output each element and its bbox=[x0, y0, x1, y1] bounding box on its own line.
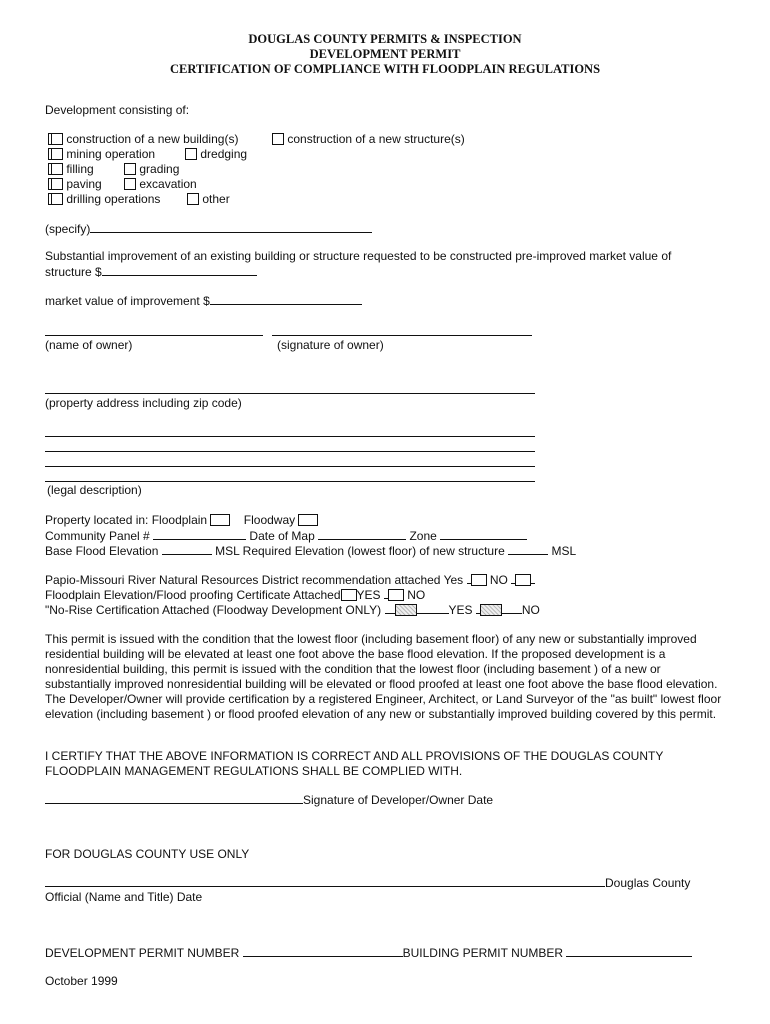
dredging-checkbox[interactable] bbox=[185, 148, 197, 160]
specify-field[interactable] bbox=[90, 221, 372, 233]
date-map-label: Date of Map bbox=[249, 529, 315, 543]
building-checkbox[interactable] bbox=[51, 133, 63, 145]
row-mining bbox=[51, 147, 155, 162]
bfe-label: Base Flood Elevation bbox=[45, 544, 159, 558]
mining-label: mining operation bbox=[66, 147, 156, 161]
papio-no-label: NO bbox=[489, 573, 508, 587]
owner-signature-label: (signature of owner) bbox=[277, 338, 384, 352]
market-value-field[interactable] bbox=[210, 293, 362, 305]
row-filling bbox=[51, 162, 94, 177]
development-label: Development consisting of: bbox=[45, 103, 190, 117]
bfe-row bbox=[45, 543, 576, 559]
row-drilling bbox=[51, 192, 160, 207]
legal-line-3[interactable] bbox=[45, 466, 535, 467]
norise-label: "No-Rise Certification Attached (Floodway Development ONLY) bbox=[45, 603, 382, 617]
structure-label: construction of a new structure(s) bbox=[287, 132, 465, 146]
bldg-permit-label: BUILDING PERMIT NUMBER bbox=[402, 946, 564, 960]
improvement-text: Substantial improvement of an existing building or structure requested to be constructed pre-improved market value of bbox=[45, 249, 672, 263]
other-checkbox[interactable] bbox=[187, 193, 199, 205]
dev-permit-field[interactable] bbox=[243, 945, 403, 957]
legal-label: (legal description) bbox=[47, 483, 142, 497]
property-located-row bbox=[45, 513, 318, 528]
dev-permit-label: DEVELOPMENT PERMIT NUMBER bbox=[45, 946, 240, 960]
other-label: other bbox=[202, 192, 230, 206]
market-row bbox=[45, 293, 362, 309]
mining-checkbox[interactable] bbox=[51, 148, 63, 160]
title-line-3: CERTIFICATION OF COMPLIANCE WITH FLOODPLAIN REGULATIONS bbox=[169, 62, 601, 76]
paving-label: paving bbox=[66, 177, 102, 191]
floodplain-checkbox[interactable] bbox=[210, 514, 230, 526]
structure-value-label: structure $ bbox=[45, 265, 102, 279]
row-paving bbox=[51, 177, 102, 192]
cert-no-label: NO bbox=[407, 588, 426, 602]
developer-signature-label: Signature of Developer/Owner Date bbox=[303, 793, 494, 807]
legal-line-1[interactable] bbox=[45, 436, 535, 437]
structure-value-field[interactable] bbox=[102, 264, 257, 276]
norise-no-label: NO bbox=[521, 603, 540, 617]
norise-row bbox=[45, 602, 540, 618]
specify-label: (specify) bbox=[45, 222, 91, 236]
filling-checkbox[interactable] bbox=[51, 163, 63, 175]
grading-checkbox[interactable] bbox=[124, 163, 136, 175]
owner-name-line[interactable] bbox=[45, 335, 263, 336]
title-line-2: DEVELOPMENT PERMIT bbox=[309, 47, 461, 61]
developer-signature-row bbox=[45, 792, 493, 808]
cert-no-checkbox[interactable] bbox=[388, 589, 404, 601]
norise-no-checkbox[interactable] bbox=[480, 604, 502, 616]
address-line[interactable] bbox=[45, 393, 535, 394]
row-grading bbox=[124, 162, 179, 177]
owner-name-label: (name of owner) bbox=[45, 338, 133, 352]
floodplain-label: Property located in: Floodplain bbox=[45, 513, 208, 527]
drilling-checkbox[interactable] bbox=[51, 193, 63, 205]
excavation-label: excavation bbox=[139, 177, 197, 191]
address-label: (property address including zip code) bbox=[45, 396, 242, 410]
legal-line-4[interactable] bbox=[45, 481, 535, 482]
zone-label: Zone bbox=[409, 529, 437, 543]
row-building bbox=[51, 132, 238, 147]
cert-label: Floodplain Elevation/Flood proofing Certificate Attached bbox=[45, 588, 341, 602]
row-other bbox=[187, 192, 230, 207]
date-map-field[interactable] bbox=[318, 528, 406, 540]
papio-row bbox=[45, 572, 535, 588]
county-use-heading: FOR DOUGLAS COUNTY USE ONLY bbox=[45, 847, 250, 861]
excavation-checkbox[interactable] bbox=[124, 178, 136, 190]
row-excavation bbox=[124, 177, 197, 192]
structure-checkbox[interactable] bbox=[272, 133, 284, 145]
structure-row bbox=[45, 264, 257, 280]
certify-statement: I CERTIFY THAT THE ABOVE INFORMATION IS CORRECT AND ALL PROVISIONS OF THE DOUGLAS COUNTY FLOODPLAIN MANAGEMENT REGULATIONS SHALL BE COMPLIED WITH. bbox=[45, 749, 664, 778]
panel-row bbox=[45, 528, 527, 544]
norise-yes-label: YES bbox=[448, 603, 473, 617]
floodway-checkbox[interactable] bbox=[298, 514, 318, 526]
cert-yes-label: YES bbox=[356, 588, 381, 602]
official-label: Official (Name and Title) Date bbox=[45, 890, 203, 904]
county-official-field[interactable] bbox=[45, 875, 605, 887]
papio-label: Papio-Missouri River Natural Resources District recommendation attached Yes bbox=[45, 573, 464, 587]
norise-yes-checkbox[interactable] bbox=[395, 604, 417, 616]
specify-row bbox=[45, 221, 372, 237]
filling-label: filling bbox=[66, 162, 94, 176]
zone-field[interactable] bbox=[440, 528, 527, 540]
dredging-label: dredging bbox=[200, 147, 248, 161]
row-dredging bbox=[185, 147, 247, 162]
papio-no-checkbox[interactable] bbox=[515, 574, 531, 586]
paving-checkbox[interactable] bbox=[51, 178, 63, 190]
msl-required-label: MSL Required Elevation (lowest floor) of new structure bbox=[215, 544, 505, 558]
footer-date: October 1999 bbox=[45, 974, 118, 988]
row-structure bbox=[272, 132, 465, 147]
douglas-county-label: Douglas County bbox=[605, 876, 691, 890]
bldg-permit-field[interactable] bbox=[566, 945, 692, 957]
legal-line-2[interactable] bbox=[45, 451, 535, 452]
grading-label: grading bbox=[139, 162, 180, 176]
papio-yes-checkbox[interactable] bbox=[471, 574, 487, 586]
condition-paragraph: This permit is issued with the condition that the lowest floor (including basement floor) of any new or substantially improved residential building will be elevated at least one foot above the base flood elevation. If the proposed development is a nonresidential building, this permit is issued with the condition that the lowest floor (including basement ) of a new or substantially improved nonresidential building will be elevated or flood proofed at least one foot above the base flood elevation. The Developer/Owner will provide certification by a registered Engineer, Architect, or Land Surveyor of the "as built" lowest floor elevation (including basement ) or flood proofed elevation of any new or substantially improved building covered by this permit. bbox=[45, 632, 722, 721]
county-official-row bbox=[45, 875, 690, 891]
bfe-field[interactable] bbox=[162, 543, 212, 555]
panel-label: Community Panel # bbox=[45, 529, 150, 543]
msl-label: MSL bbox=[551, 544, 577, 558]
msl-required-field[interactable] bbox=[508, 543, 548, 555]
title-line-1: DOUGLAS COUNTY PERMITS & INSPECTION bbox=[248, 32, 522, 46]
panel-field[interactable] bbox=[153, 528, 246, 540]
owner-signature-line[interactable] bbox=[272, 335, 532, 336]
drilling-label: drilling operations bbox=[66, 192, 161, 206]
permit-numbers-row bbox=[45, 945, 692, 961]
cert-row bbox=[45, 587, 425, 603]
cert-yes-checkbox[interactable] bbox=[341, 589, 357, 601]
market-value-label: market value of improvement $ bbox=[45, 294, 210, 308]
developer-signature-field[interactable] bbox=[45, 792, 303, 804]
floodway-label: Floodway bbox=[243, 513, 296, 527]
building-label: construction of a new building(s) bbox=[66, 132, 239, 146]
